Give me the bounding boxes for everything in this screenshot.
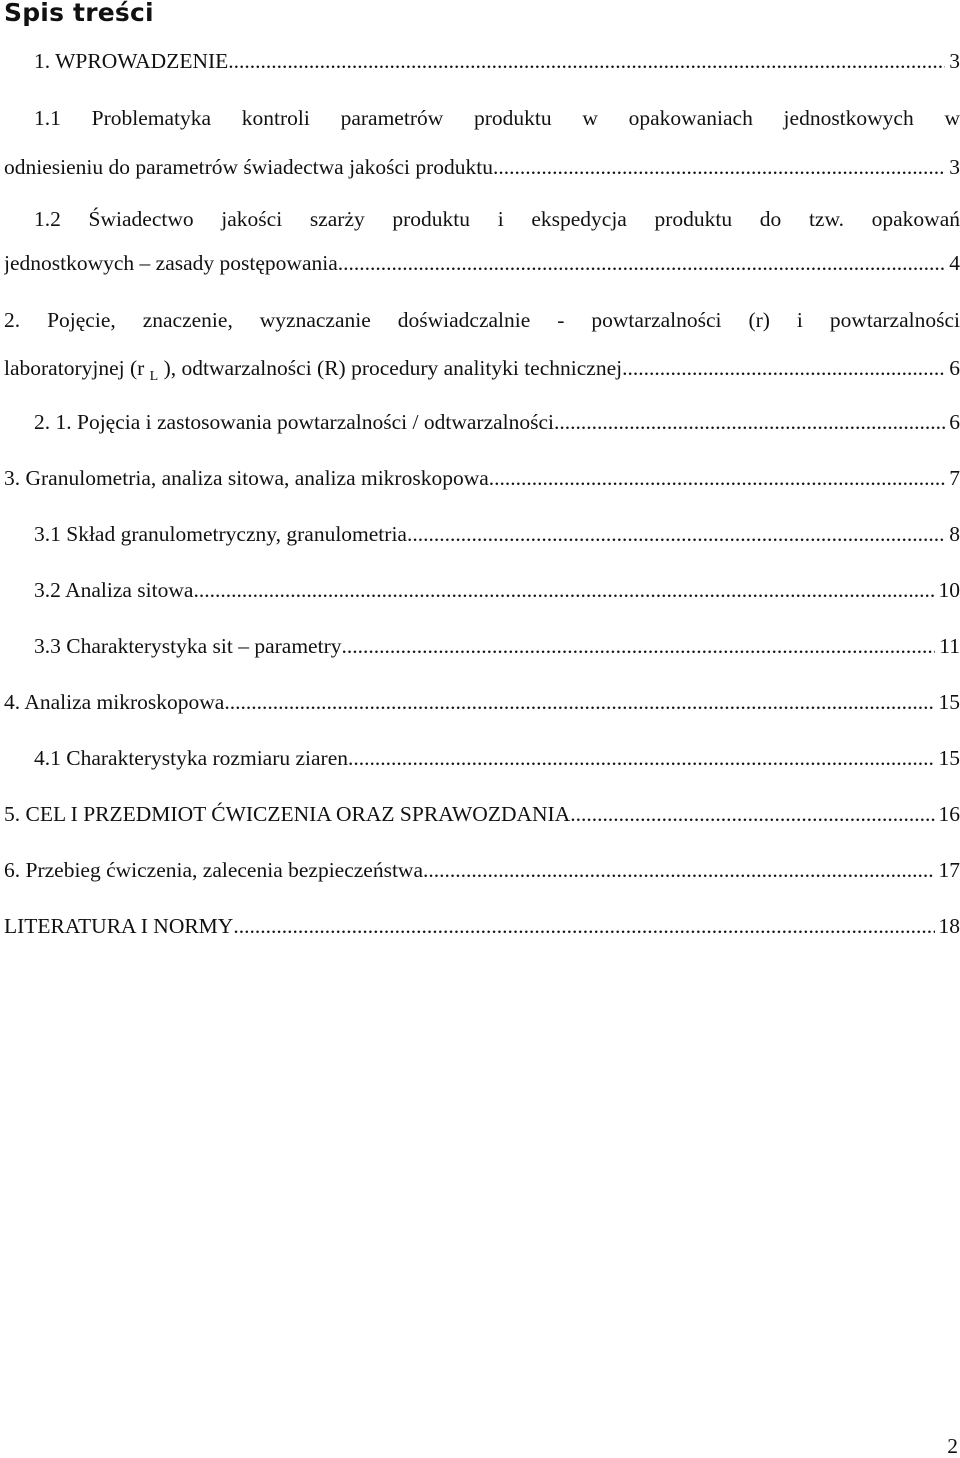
toc-entry-title: LITERATURA I NORMY	[4, 914, 234, 938]
toc-entry-title-line2: odniesieniu do parametrów świadectwa jakości produktu	[4, 155, 493, 179]
dot-leader	[338, 249, 945, 277]
toc-entry-page: 4	[949, 251, 960, 275]
toc-entry-title-line2: jednostkowych – zasady postępowania	[4, 251, 338, 275]
toc-entry-line	[4, 47, 960, 75]
toc-entry-page: 15	[938, 690, 960, 714]
dot-leader	[348, 744, 934, 772]
toc-entry-title: 1. WPROWADZENIE	[34, 49, 229, 73]
toc-entry-4-1[interactable]	[4, 744, 960, 772]
toc-entry-line	[4, 688, 960, 716]
dot-leader	[554, 408, 945, 436]
toc-entry-page: 11	[939, 634, 960, 658]
toc-entry-page: 16	[938, 802, 960, 826]
toc-entry-introduction[interactable]	[4, 47, 960, 75]
toc-entry-6[interactable]	[4, 856, 960, 884]
toc-entry-page: 17	[938, 858, 960, 882]
toc-entry-page: 3	[949, 49, 960, 73]
toc-entry-literature[interactable]	[4, 912, 960, 940]
toc-entry-1-2[interactable]	[4, 205, 960, 277]
toc-entry-title: 6. Przebieg ćwiczenia, zalecenia bezpieczeństwa	[4, 858, 423, 882]
dot-leader	[570, 800, 934, 828]
toc-entry-line	[4, 856, 960, 884]
toc-entry-line	[4, 520, 960, 548]
toc-entry-title-line1: 1.2 Świadectwo jakości szarży produktu i ekspedycja produktu do tzw. opakowań	[34, 207, 960, 231]
toc-entry-3[interactable]	[4, 464, 960, 492]
toc-entry-line	[4, 800, 960, 828]
toc-heading: Spis treści	[4, 0, 154, 27]
toc-entry-text-part: ), odtwarzalności (R) procedury analityki technicznej	[158, 356, 623, 380]
subscript-l: L	[149, 369, 159, 382]
dot-leader	[193, 576, 934, 604]
dot-leader	[622, 354, 945, 382]
toc-entry-title: 3.1 Skład granulometryczny, granulometria	[34, 522, 407, 546]
toc-entry-line	[4, 912, 960, 940]
toc-entry-4[interactable]	[4, 688, 960, 716]
toc-entry-line	[4, 744, 960, 772]
toc-entry-2[interactable]	[4, 306, 960, 382]
dot-leader	[423, 856, 935, 884]
toc-entry-title: 3.2 Analiza sitowa	[34, 578, 194, 602]
toc-entry-1-1[interactable]	[4, 104, 960, 181]
page-number: 2	[947, 1434, 958, 1458]
toc-entry-title: 4. Analiza mikroskopowa	[4, 690, 225, 714]
toc-entry-3-1[interactable]	[4, 520, 960, 548]
toc-entry-title-line1: 2. Pojęcie, znaczenie, wyznaczanie doświadczalnie - powtarzalności (r) i powtarzalności	[4, 308, 960, 332]
toc-entry-title: 5. CEL I PRZEDMIOT ĆWICZENIA ORAZ SPRAWOZDANIA	[4, 802, 571, 826]
toc-entry-page: 10	[938, 578, 960, 602]
toc-entry-page: 3	[949, 155, 960, 179]
toc-entry-line	[4, 153, 960, 181]
dot-leader	[407, 520, 945, 548]
dot-leader	[228, 47, 945, 75]
toc-entry-3-3[interactable]	[4, 632, 960, 660]
toc-entry-page: 6	[949, 356, 960, 380]
toc-entry-title: 4.1 Charakterystyka rozmiaru ziaren	[34, 746, 349, 770]
toc-entry-5[interactable]	[4, 800, 960, 828]
toc-entry-title: 3. Granulometria, analiza sitowa, analiza mikroskopowa	[4, 466, 489, 490]
toc-entry-page: 7	[949, 466, 960, 490]
toc-entry-line	[4, 576, 960, 604]
dot-leader	[493, 153, 945, 181]
toc-entry-line	[4, 354, 960, 382]
dot-leader	[224, 688, 934, 716]
toc-entry-line	[4, 249, 960, 277]
toc-entry-title-line2	[4, 354, 622, 382]
toc-entry-title: 2. 1. Pojęcia i zastosowania powtarzalności / odtwarzalności	[34, 410, 555, 434]
toc-entry-title: 3.3 Charakterystyka sit – parametry	[34, 634, 342, 658]
dot-leader	[341, 632, 935, 660]
toc-entry-line	[4, 408, 960, 436]
toc-entry-line	[4, 464, 960, 492]
toc-entry-text-part: laboratoryjnej (r	[4, 356, 150, 380]
dot-leader	[233, 912, 934, 940]
dot-leader	[489, 464, 945, 492]
toc-entry-page: 18	[938, 914, 960, 938]
toc-entry-line	[4, 632, 960, 660]
toc-entry-2-1[interactable]	[4, 408, 960, 436]
toc-entry-page: 15	[938, 746, 960, 770]
toc-entry-page: 6	[949, 410, 960, 434]
toc-entry-3-2[interactable]	[4, 576, 960, 604]
toc-entry-title-line1: 1.1 Problematyka kontroli parametrów produktu w opakowaniach jednostkowych w	[34, 106, 960, 130]
toc-entry-page: 8	[949, 522, 960, 546]
